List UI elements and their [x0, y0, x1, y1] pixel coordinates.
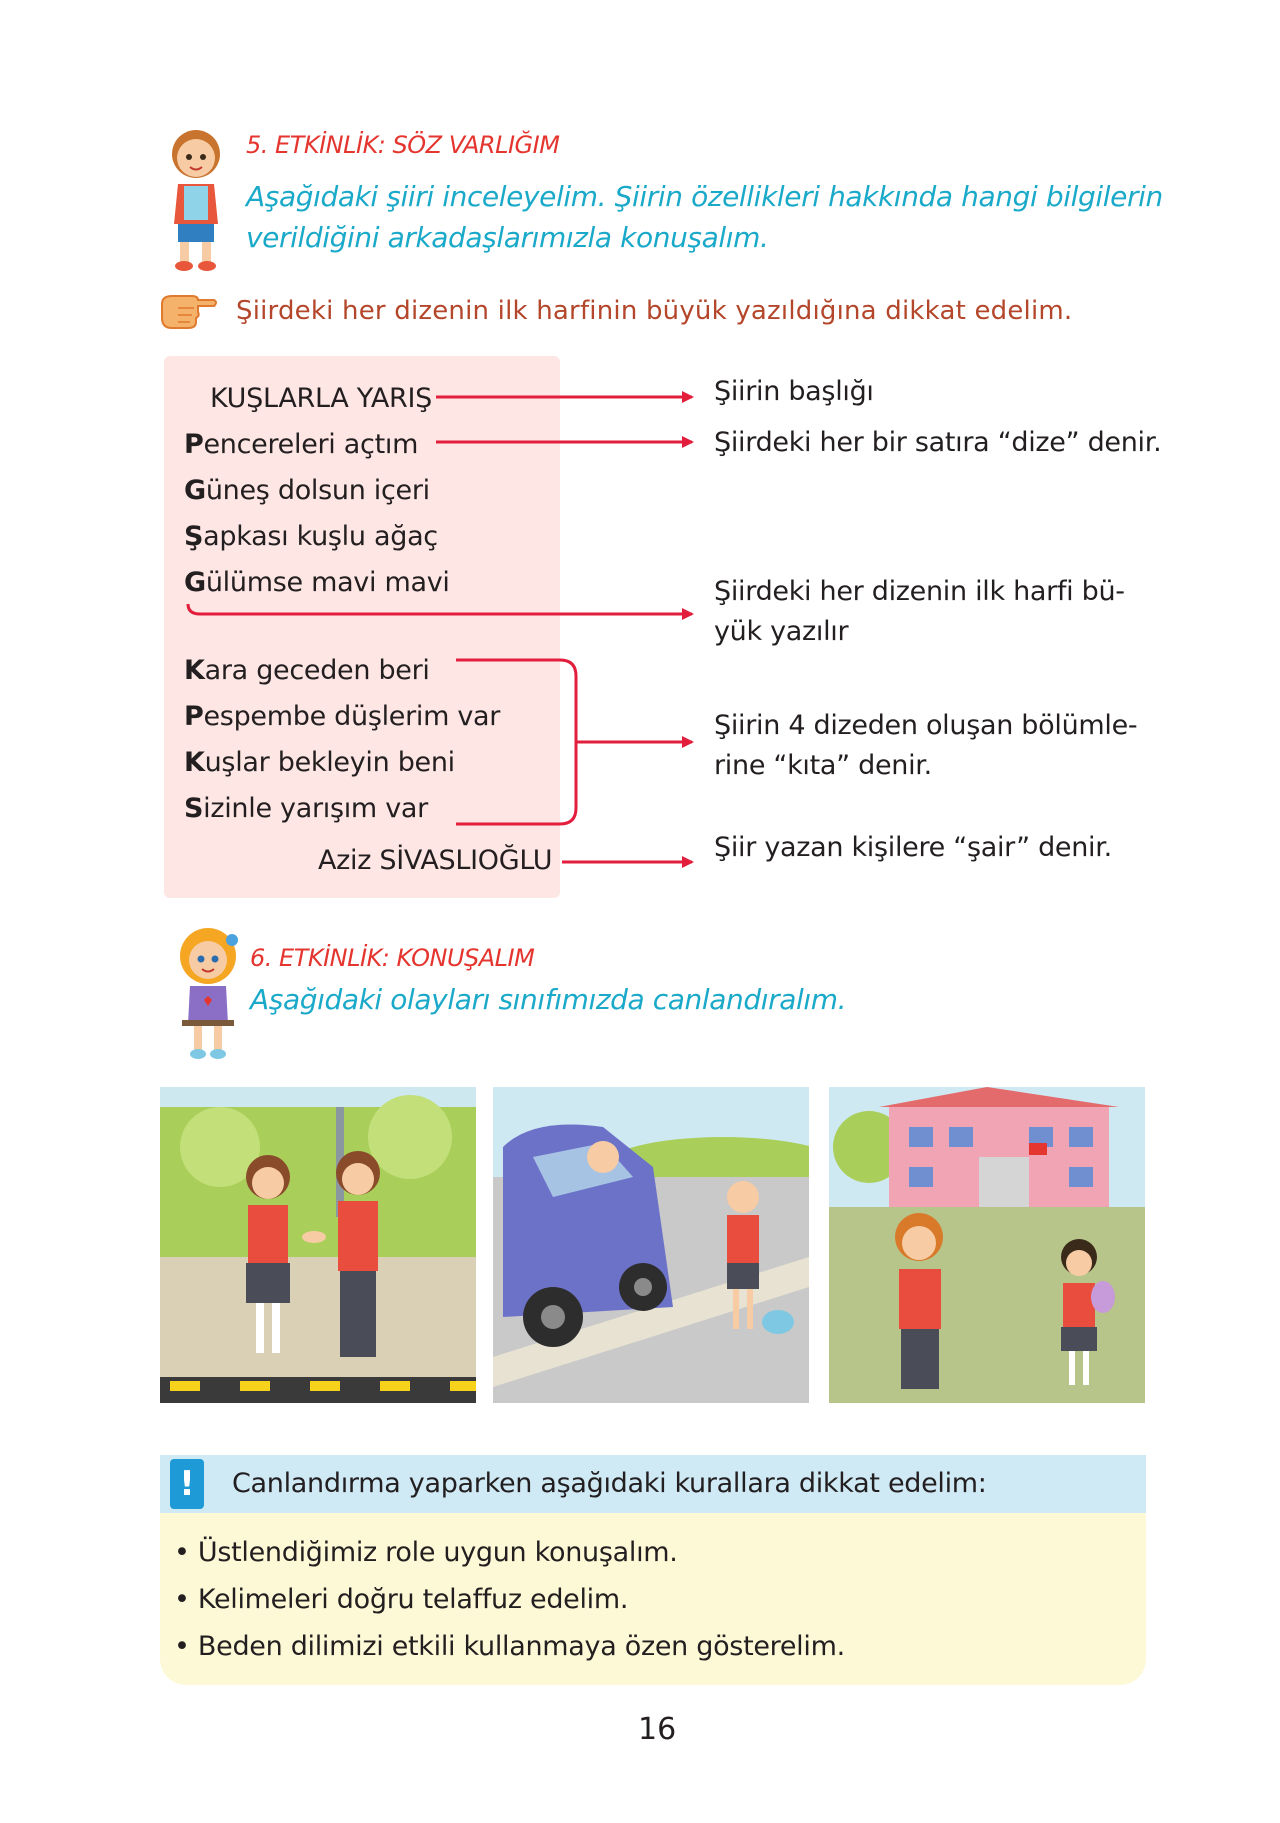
girl-character-icon: [168, 924, 248, 1064]
poem-line-rest: uşlar bekleyin beni: [204, 747, 455, 778]
activity-6-instruction: Aşağıdaki olayları sınıfımızda canlandıralım.: [250, 983, 847, 1016]
poem-line-rest: apkası kuşlu ağaç: [203, 521, 438, 552]
note-stanza-2: rine “kıta” denir.: [714, 750, 932, 781]
note-title: Şiirin başlığı: [714, 376, 874, 407]
poem-line-first-letter: S: [184, 793, 204, 824]
poem-line-rest: encereleri açtım: [203, 429, 419, 460]
illustration-car: [493, 1087, 809, 1403]
poem-line-first-letter: P: [184, 429, 204, 460]
poem-line-first-letter: K: [184, 747, 205, 778]
activity-5-instruction-line2: verildiğini arkadaşlarımızla konuşalım.: [246, 221, 769, 254]
activity-5-title: 5. ETKİNLİK: SÖZ VARLIĞIM: [246, 131, 560, 159]
note-line: Şiirdeki her bir satıra “dize” denir.: [714, 427, 1162, 458]
rule-item: • Üstlendiğimiz role uygun konuşalım.: [174, 1537, 678, 1568]
note-stanza-1: Şiirin 4 dizeden oluşan bölümle-: [714, 710, 1138, 741]
poem-author: Aziz SİVASLIOĞLU: [318, 845, 553, 876]
poem-line-first-letter: G: [184, 475, 206, 506]
poem-line-first-letter: G: [184, 567, 206, 598]
poem-line-rest: izinle yarışım var: [203, 793, 428, 824]
rule-item: • Kelimeleri doğru telaffuz edelim.: [174, 1584, 629, 1615]
poem-title: KUŞLARLA YARIŞ: [210, 383, 433, 414]
poem-line-rest: ülümse mavi mavi: [205, 567, 450, 598]
illustration-handshake: [160, 1087, 476, 1403]
tip-text: Şiirdeki her dizenin ilk harfinin büyük yazıldığına dikkat edelim.: [236, 296, 1073, 326]
poem-line-first-letter: P: [184, 701, 204, 732]
poem-line-first-letter: Ş: [184, 521, 204, 552]
note-capital-2: yük yazılır: [714, 616, 849, 647]
page-number: 16: [638, 1712, 677, 1747]
illustration-school: [829, 1087, 1145, 1403]
exclamation-icon: [170, 1459, 204, 1509]
poem-line-rest: üneş dolsun içeri: [205, 475, 430, 506]
activity-6-title: 6. ETKİNLİK: KONUŞALIM: [250, 944, 535, 972]
arrow-capital: [188, 604, 692, 614]
poem-line-rest: ara geceden beri: [204, 655, 430, 686]
exclamation-glyph: !: [179, 1464, 195, 1504]
poem-line-rest: espembe düşlerim var: [203, 701, 501, 732]
poem-line-first-letter: K: [184, 655, 205, 686]
note-capital-1: Şiirdeki her dizenin ilk harfi bü-: [714, 576, 1125, 607]
rule-item: • Beden dilimizi etkili kullanmaya özen gösterelim.: [174, 1631, 845, 1662]
arrow-stanza-bracket: [456, 660, 576, 824]
rules-header-text: Canlandırma yaparken aşağıdaki kurallara dikkat edelim:: [232, 1468, 987, 1499]
activity-5-instruction-line1: Aşağıdaki şiiri inceleyelim. Şiirin özellikleri hakkında hangi bilgilerin: [246, 180, 1163, 213]
note-poet: Şiir yazan kişilere “şair” denir.: [714, 832, 1112, 863]
